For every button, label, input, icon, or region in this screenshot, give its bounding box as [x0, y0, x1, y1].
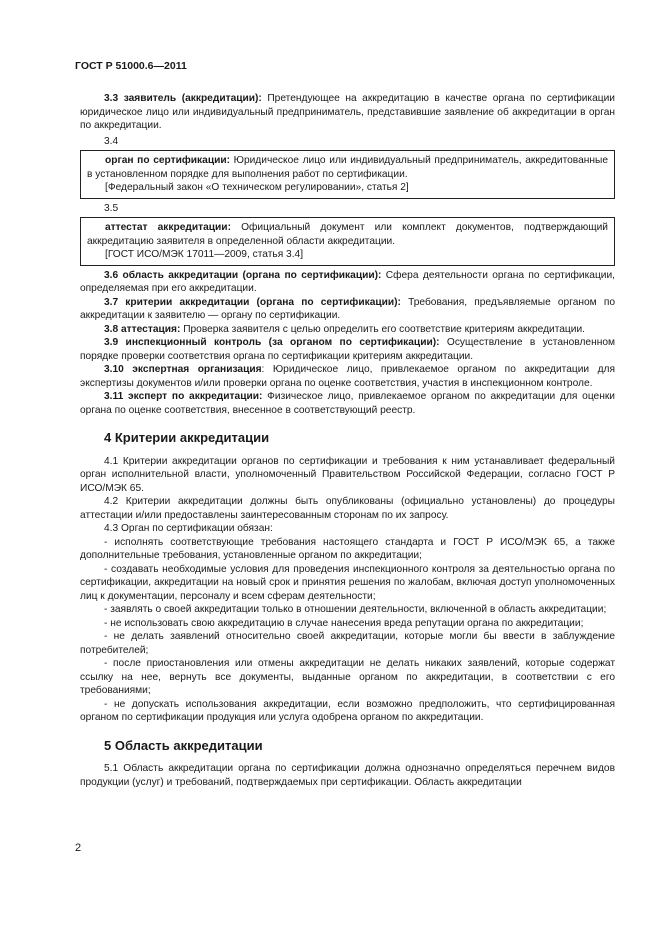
list-item: - после приостановления или отмены аккредитации не делать никаких заявлений, которые содержат ссылку на нее, вернуть все документы, выданные органом по аккредитации, в соответствии с его требованиями;: [80, 658, 615, 696]
term: 3.9 инспекционный контроль (за органом по сертификации):: [104, 337, 440, 348]
section-4-heading: 4 Критерии аккредитации: [104, 430, 270, 445]
page-number: 2: [75, 842, 82, 854]
term: 3.6 область аккредитации (органа по сертификации):: [104, 269, 382, 281]
term: 3.7 критерии аккредитации (органа по сертификации):: [104, 296, 401, 308]
definition-3-8: [80, 323, 615, 337]
definition-3-9: [80, 336, 615, 363]
clause-number: 3.5: [104, 202, 119, 214]
boxed-definition-3-5: [80, 217, 615, 266]
list-item: - не использовать свою аккредитацию в случае нанесения вреда репутации органа по аккредитации;: [104, 617, 584, 629]
definition-text: Проверка заявителя с целью определить его соответствие критериям аккредитации.: [180, 323, 585, 335]
paragraph-5-1: 5.1 Область аккредитации органа по сертификации должна однозначно определяться перечнем видов продукции (услуг) и требований, подтверждаемых при сертификации. Область аккредитации: [80, 763, 615, 788]
paragraph-4-2: 4.2 Критерии аккредитации должны быть опубликованы (официально установлены) до процедуры аттестации и/или предоставлены заинтересованным сторонам по их запросу.: [80, 496, 615, 521]
definition-3-10: [80, 363, 615, 390]
definition-3-11: [80, 390, 615, 417]
paragraph-4-3: 4.3 Орган по сертификации обязан:: [104, 523, 273, 534]
definition-text: Физическое лицо, привлекаемое органом по аккредитации для оценки органа по оценке соответствия, внесенное в соответствующий реестр.: [80, 391, 615, 416]
definition-source: [ГОСТ ИСО/МЭК 17011—2009, статья 3.4]: [105, 249, 304, 260]
section-5-heading: 5 Область аккредитации: [104, 737, 263, 753]
list-item: - создавать необходимые условия для проведения инспекционного контроля за деятельностью органа по сертификации, аккредитации на новый срок и принятия решения по жалобам, включая доступ уполномоченных лиц к документации, персоналу и всем сферам деятельности;: [80, 563, 615, 602]
definition-text: Юридическое лицо или индивидуальный предприниматель, аккредитованные в установленном порядке для выполнения работ по сертификации.: [87, 155, 608, 180]
definition-text: Требования, предъявляемые органом по аккредитации к заявителю — органу по сертификации.: [80, 296, 616, 321]
definition-text: Претендующее на аккредитацию в качестве органа по сертификации юридическое лицо или индивидуальный предприниматель, представившие заявление об аккредитации в орган по аккредитации.: [80, 93, 615, 131]
definition-text: Осуществление в установленном порядке проверки соответствия органа по сертификации критериям аккредитации.: [80, 337, 615, 362]
definition-text: : Юридическое лицо, привлекаемое органом по аккредитации для экспертизы документов и/или проверки органа по оценке соответствия, участия в инспекционном контроле.: [80, 364, 615, 389]
term: 3.10 экспертная организация: [104, 364, 262, 375]
definition-3-7: [80, 296, 615, 323]
list-item: - не допускать использования аккредитации, если возможно предположить, что сертифицированная органом по сертификации продукция или услуга одобрена органом по аккредитации.: [80, 698, 615, 723]
definition-source: [Федеральный закон «О техническом регулировании», статья 2]: [105, 182, 409, 193]
definition-3-3: [80, 92, 615, 133]
term: орган по сертификации:: [105, 155, 230, 166]
document-body: [80, 92, 615, 789]
definition-3-6: [80, 269, 615, 296]
term: 3.8 аттестация:: [104, 323, 181, 335]
definition-text: Официальный документ или комплект документов, подтверждающий аккредитацию заявителя в определенной области аккредитации.: [87, 222, 608, 247]
definition-3-5: [87, 221, 608, 248]
boxed-definition-3-4: [80, 150, 615, 199]
paragraph-4-1: 4.1 Критерии аккредитации органов по сертификации и требования к ним устанавливает федеральный орган исполнительной власти, уполномоченный Правительством Российской Федерации, согласно ГОСТ Р ИСО/МЭК 65.: [80, 455, 615, 494]
term: 3.11 эксперт по аккредитации:: [104, 391, 263, 402]
list-item: - заявлять о своей аккредитации только в отношении деятельности, включенной в область аккредитации;: [104, 604, 607, 615]
definition-3-4: [87, 154, 608, 181]
list-item: - не делать заявлений относительно своей аккредитации, которые могли бы ввести в заблуждение потребителей;: [80, 631, 615, 656]
definition-text: Сфера деятельности органа по сертификации, определяемая при его аккредитации.: [80, 269, 615, 294]
term: 3.3 заявитель (аккредитации):: [104, 93, 262, 104]
standard-header: ГОСТ Р 51000.6—2011: [75, 60, 187, 72]
list-item: - исполнять соответствующие требования настоящего стандарта и ГОСТ Р ИСО/МЭК 65, а также дополнительные требования, установленные органом по аккредитации;: [80, 536, 615, 561]
clause-number: 3.4: [104, 135, 119, 147]
term: аттестат аккредитации:: [105, 222, 231, 233]
